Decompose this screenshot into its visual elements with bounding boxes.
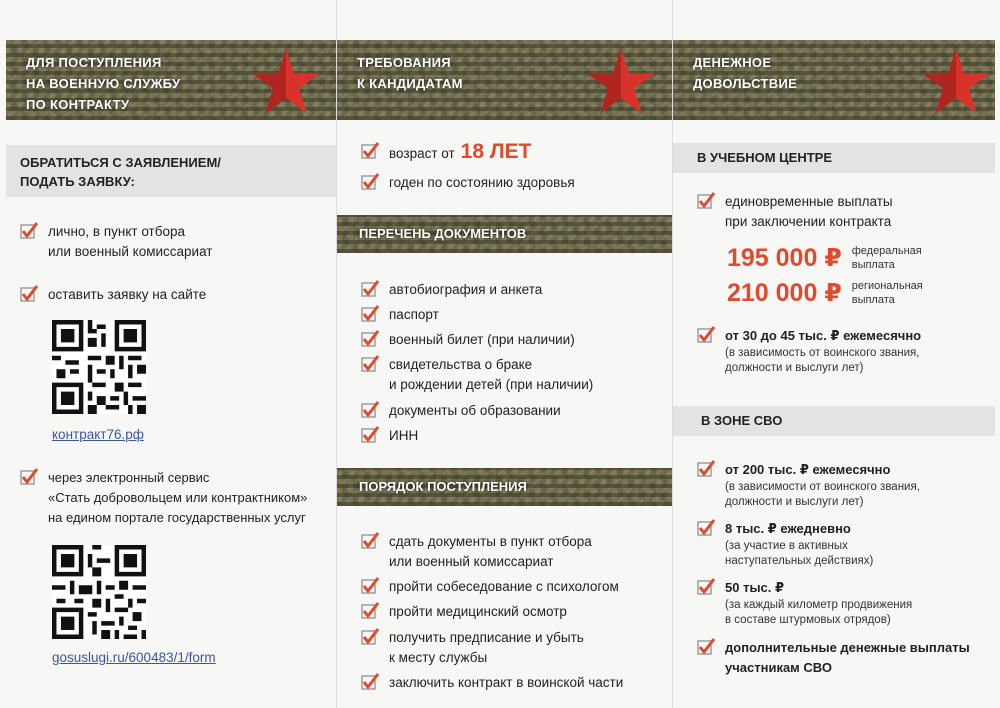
- item-line: и рождении детей (при наличии): [389, 377, 594, 392]
- order-item: [361, 532, 592, 572]
- federal-label: федеральная: [851, 245, 922, 257]
- allowance-item: [697, 192, 893, 232]
- age-prefix: возраст от: [389, 146, 455, 161]
- order-item: [361, 628, 584, 668]
- order-item: [361, 602, 567, 622]
- doc-item: [361, 401, 561, 421]
- item-line: «Стать добровольцем или контрактником»: [48, 490, 308, 505]
- banner-title: [357, 52, 557, 94]
- monthly-pay: от 30 до 45 тыс. ₽ ежемесячно: [725, 328, 922, 343]
- list-item: [20, 285, 206, 305]
- item-line: или военный комиссариат: [389, 554, 554, 569]
- qr-code-icon: [52, 545, 146, 639]
- item-line: единовременные выплаты: [725, 194, 893, 209]
- order-item: [361, 577, 619, 597]
- item-line: документы об образовании: [389, 403, 561, 418]
- check-icon: [361, 577, 379, 595]
- regional-payment: [727, 278, 923, 308]
- svo-item: [697, 460, 920, 510]
- item-line: оставить заявку на сайте: [48, 287, 207, 302]
- item-line: или военный комиссариат: [48, 244, 213, 259]
- check-icon: [361, 532, 379, 550]
- item-line: автобиография и анкета: [389, 282, 543, 297]
- svo-pay: дополнительные денежные выплаты: [725, 640, 970, 655]
- banner-title: [693, 52, 893, 94]
- regional-label: региональная: [851, 280, 923, 292]
- apply-heading-line: ПОДАТЬ ЗАЯВКУ:: [20, 174, 135, 189]
- item-line: пройти собеседование с психологом: [389, 579, 619, 594]
- item-line: получить предписание и убыть: [389, 630, 584, 645]
- allowance-item: [697, 326, 921, 376]
- age-value: 18 ЛЕТ: [460, 140, 532, 163]
- training-heading: В УЧЕБНОМ ЦЕНТРЕ: [673, 143, 995, 173]
- regional-label: выплата: [851, 294, 895, 306]
- star-icon: [585, 46, 657, 118]
- svo-note: в составе штурмовых отрядов): [725, 614, 891, 626]
- item-line: военный билет (при наличии): [389, 332, 575, 347]
- monthly-note: (в зависимость от воинского звания,: [725, 347, 920, 359]
- banner-line: ДЛЯ ПОСТУПЛЕНИЯ: [26, 55, 162, 70]
- site-link[interactable]: контракт76.рф: [52, 427, 144, 442]
- list-item: [361, 173, 575, 193]
- star-icon: [920, 46, 992, 118]
- item-line: лично, в пункт отбора: [48, 224, 185, 239]
- item-line: свидетельства о браке: [389, 357, 533, 372]
- svo-item: [697, 578, 912, 628]
- svo-note: (за каждый километр продвижения: [725, 599, 913, 611]
- item-line: на едином портале государственных услуг: [48, 510, 306, 525]
- check-icon: [697, 460, 715, 478]
- svo-pay: участникам СВО: [725, 660, 832, 675]
- check-icon: [697, 578, 715, 596]
- doc-item: [361, 305, 439, 325]
- gosuslugi-link[interactable]: gosuslugi.ru/600483/1/form: [52, 650, 216, 665]
- check-icon: [361, 142, 379, 160]
- order-item: [361, 673, 623, 693]
- apply-heading: [6, 145, 336, 197]
- item-line: сдать документы в пункт отбора: [389, 534, 592, 549]
- svo-note: (за участие в активных: [725, 540, 848, 552]
- check-icon: [361, 673, 379, 691]
- check-icon: [697, 638, 715, 656]
- banner-line: НА ВОЕННУЮ СЛУЖБУ: [26, 76, 181, 91]
- check-icon: [361, 355, 379, 373]
- monthly-note: должности и выслуги лет): [725, 362, 864, 374]
- check-icon: [361, 173, 379, 191]
- svo-item: [697, 519, 873, 569]
- check-icon: [20, 468, 38, 486]
- check-icon: [20, 222, 38, 240]
- svo-pay: 8 тыс. ₽ ежедневно: [725, 521, 851, 536]
- banner-line: ДОВОЛЬСТВИЕ: [693, 76, 798, 91]
- federal-payment: [727, 243, 922, 273]
- check-icon: [361, 602, 379, 620]
- regional-amount: 210 000 ₽: [727, 279, 842, 307]
- svo-note: (в зависимости от воинского звания,: [725, 481, 920, 493]
- check-icon: [697, 519, 715, 537]
- star-icon: [250, 46, 322, 118]
- item-line: паспорт: [389, 307, 439, 322]
- check-icon: [361, 426, 379, 444]
- order-heading: ПОРЯДОК ПОСТУПЛЕНИЯ: [337, 468, 673, 506]
- list-item: [361, 142, 531, 164]
- federal-label: выплата: [851, 259, 895, 271]
- svo-item: [697, 638, 970, 678]
- list-item: [20, 468, 307, 528]
- doc-item: [361, 330, 575, 350]
- check-icon: [361, 628, 379, 646]
- check-icon: [361, 401, 379, 419]
- doc-item: [361, 426, 418, 446]
- check-icon: [697, 192, 715, 210]
- doc-item: [361, 355, 593, 395]
- docs-heading: ПЕРЕЧЕНЬ ДОКУМЕНТОВ: [337, 215, 673, 253]
- list-item: [20, 222, 213, 262]
- svo-note: наступательных действиях): [725, 555, 874, 567]
- banner-title: [26, 52, 226, 115]
- check-icon: [20, 285, 38, 303]
- federal-amount: 195 000 ₽: [727, 244, 842, 272]
- qr-code-icon: [52, 320, 146, 414]
- check-icon: [361, 305, 379, 323]
- check-icon: [697, 326, 715, 344]
- svo-note: должности и выслуги лет): [725, 496, 864, 508]
- item-line: пройти медицинский осмотр: [389, 604, 567, 619]
- svo-pay: от 200 тыс. ₽ ежемесячно: [725, 462, 891, 477]
- apply-heading-line: ОБРАТИТЬСЯ С ЗАЯВЛЕНИЕМ/: [20, 155, 221, 170]
- check-icon: [361, 280, 379, 298]
- item-line: при заключении контракта: [725, 214, 892, 229]
- item-line: через электронный сервис: [48, 470, 210, 485]
- banner-line: ПО КОНТРАКТУ: [26, 97, 130, 112]
- doc-item: [361, 280, 542, 300]
- svo-heading: В ЗОНЕ СВО: [673, 406, 995, 436]
- svo-pay: 50 тыс. ₽: [725, 580, 785, 595]
- item-line: к месту службы: [389, 650, 488, 665]
- banner-line: К КАНДИДАТАМ: [357, 76, 463, 91]
- item-line: заключить контракт в воинской части: [389, 675, 624, 690]
- banner-line: ТРЕБОВАНИЯ: [357, 55, 451, 70]
- item-line: ИНН: [389, 428, 419, 443]
- item-line: годен по состоянию здоровья: [389, 175, 575, 190]
- banner-line: ДЕНЕЖНОЕ: [693, 55, 772, 70]
- check-icon: [361, 330, 379, 348]
